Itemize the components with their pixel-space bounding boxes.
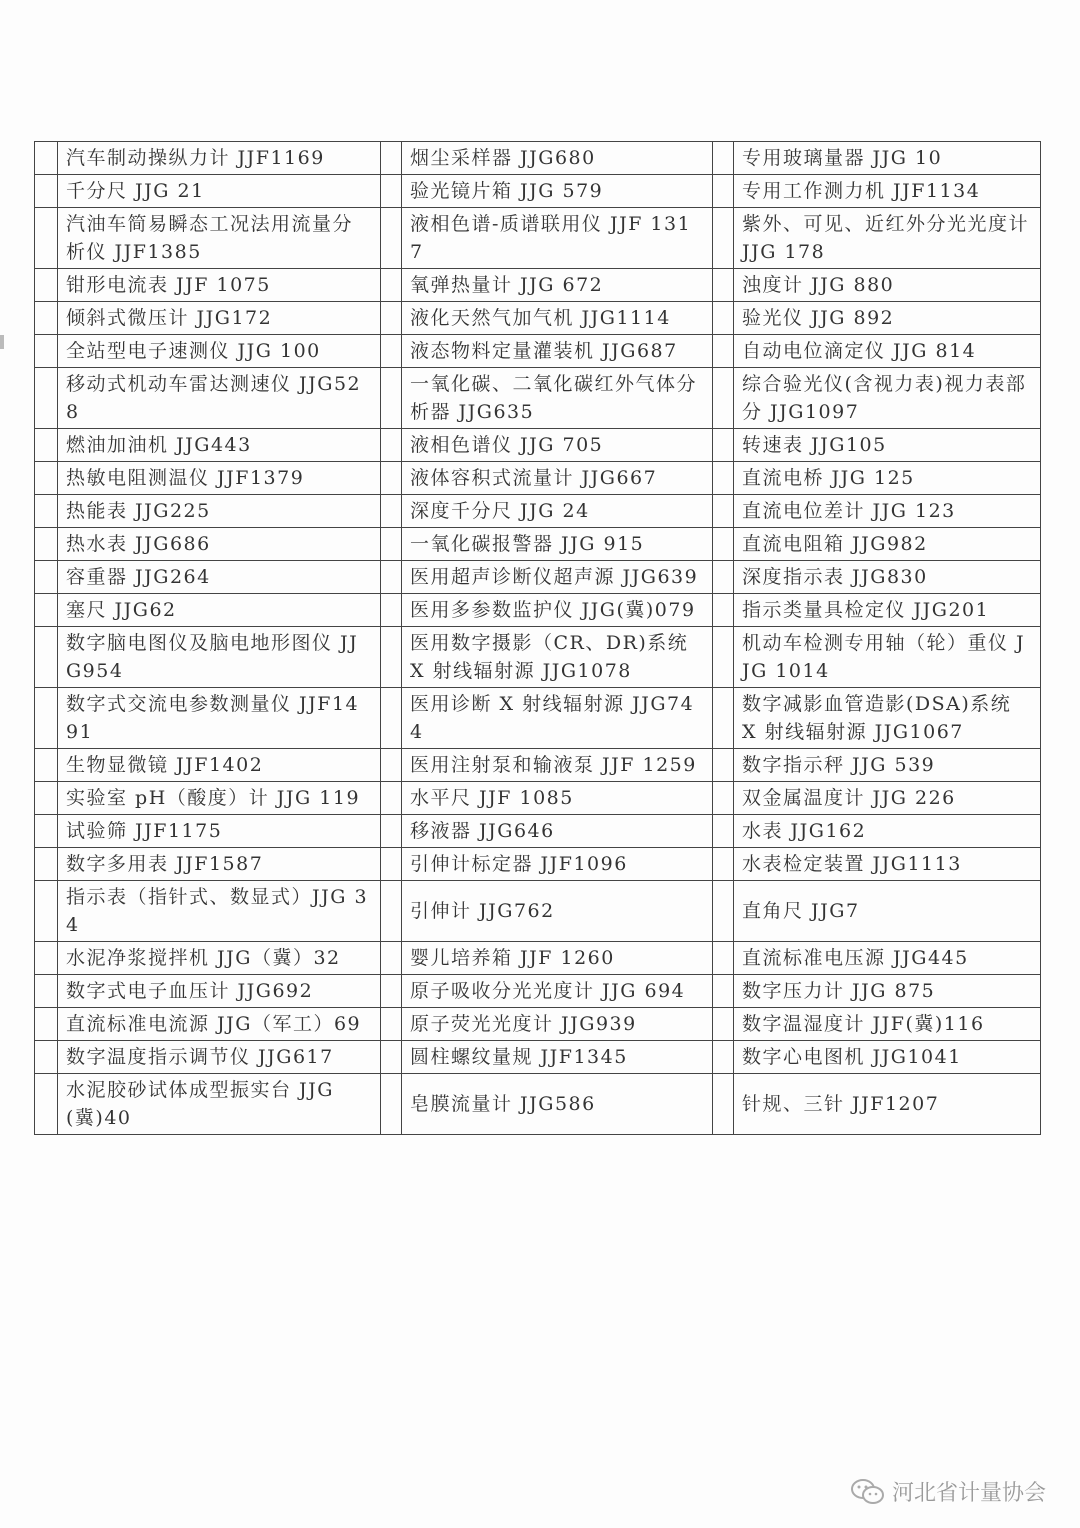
blank-cell [381, 1008, 402, 1041]
blank-cell [713, 528, 734, 561]
blank-cell [35, 429, 58, 462]
instrument-cell: 引伸计标定器 JJF1096 [402, 848, 713, 881]
instrument-cell: 一氧化碳报警器 JJG 915 [402, 528, 713, 561]
instrument-cell: 医用数字摄影（CR、DR)系统 X 射线辐射源 JJG1078 [402, 627, 713, 688]
blank-cell [713, 175, 734, 208]
instrument-cell: 浊度计 JJG 880 [734, 269, 1041, 302]
instrument-cell: 直流电阻箱 JJG982 [734, 528, 1041, 561]
table-row [35, 208, 1041, 269]
table-row [35, 881, 1041, 942]
instrument-cell: 医用超声诊断仪超声源 JJG639 [402, 561, 713, 594]
instrument-cell: 圆柱螺纹量规 JJF1345 [402, 1041, 713, 1074]
blank-cell [381, 269, 402, 302]
blank-cell [35, 462, 58, 495]
instrument-cell: 机动车检测专用轴（轮）重仪 JJG 1014 [734, 627, 1041, 688]
blank-cell [381, 1074, 402, 1135]
blank-cell [35, 1008, 58, 1041]
blank-cell [35, 688, 58, 749]
blank-cell [713, 495, 734, 528]
instrument-cell: 指示表（指针式、数显式）JJG 34 [58, 881, 381, 942]
table-row [35, 627, 1041, 688]
blank-cell [35, 942, 58, 975]
table-row [35, 749, 1041, 782]
blank-cell [35, 561, 58, 594]
blank-cell [381, 208, 402, 269]
blank-cell [713, 749, 734, 782]
instrument-cell: 热水表 JJG686 [58, 528, 381, 561]
blank-cell [381, 594, 402, 627]
instrument-cell: 针规、三针 JJF1207 [734, 1074, 1041, 1135]
blank-cell [713, 594, 734, 627]
instrument-cell: 一氧化碳、二氧化碳红外气体分析器 JJG635 [402, 368, 713, 429]
table-row [35, 975, 1041, 1008]
instrument-cell: 生物显微镜 JJF1402 [58, 749, 381, 782]
blank-cell [713, 335, 734, 368]
instrument-cell: 直流标准电压源 JJG445 [734, 942, 1041, 975]
blank-cell [713, 208, 734, 269]
instrument-cell: 汽油车简易瞬态工况法用流量分析仪 JJF1385 [58, 208, 381, 269]
table-row [35, 594, 1041, 627]
instrument-cell: 综合验光仪(含视力表)视力表部分 JJG1097 [734, 368, 1041, 429]
blank-cell [35, 142, 58, 175]
blank-cell [35, 302, 58, 335]
instrument-cell: 烟尘采样器 JJG680 [402, 142, 713, 175]
instrument-cell: 热能表 JJG225 [58, 495, 381, 528]
instrument-cell: 深度指示表 JJG830 [734, 561, 1041, 594]
blank-cell [713, 302, 734, 335]
blank-cell [381, 495, 402, 528]
instrument-cell: 数字心电图机 JJG1041 [734, 1041, 1041, 1074]
instrument-cell: 全站型电子速测仪 JJG 100 [58, 335, 381, 368]
blank-cell [35, 627, 58, 688]
blank-cell [35, 335, 58, 368]
table-row [35, 368, 1041, 429]
blank-cell [35, 975, 58, 1008]
blank-cell [713, 815, 734, 848]
blank-cell [35, 749, 58, 782]
instrument-cell: 数字式电子血压计 JJG692 [58, 975, 381, 1008]
blank-cell [381, 881, 402, 942]
blank-cell [713, 561, 734, 594]
instrument-cell: 移动式机动车雷达测速仪 JJG528 [58, 368, 381, 429]
instrument-cell: 液相色谱仪 JJG 705 [402, 429, 713, 462]
instrument-cell: 医用注射泵和输液泵 JJF 1259 [402, 749, 713, 782]
instrument-cell: 移液器 JJG646 [402, 815, 713, 848]
instrument-cell: 容重器 JJG264 [58, 561, 381, 594]
blank-cell [381, 462, 402, 495]
instrument-cell: 塞尺 JJG62 [58, 594, 381, 627]
instrument-cell: 皂膜流量计 JJG586 [402, 1074, 713, 1135]
blank-cell [35, 528, 58, 561]
blank-cell [381, 627, 402, 688]
instrument-cell: 液态物料定量灌装机 JJG687 [402, 335, 713, 368]
instrument-cell: 直流电桥 JJG 125 [734, 462, 1041, 495]
blank-cell [35, 815, 58, 848]
blank-cell [713, 627, 734, 688]
blank-cell [381, 942, 402, 975]
blank-cell [35, 782, 58, 815]
instrument-cell: 倾斜式微压计 JJG172 [58, 302, 381, 335]
blank-cell [713, 848, 734, 881]
blank-cell [381, 749, 402, 782]
blank-cell [713, 1074, 734, 1135]
table-row [35, 942, 1041, 975]
blank-cell [35, 881, 58, 942]
table-row [35, 1008, 1041, 1041]
instrument-cell: 直流标准电流源 JJG（军工）69 [58, 1008, 381, 1041]
blank-cell [381, 561, 402, 594]
watermark-text: 河北省计量协会 [891, 1481, 1046, 1506]
blank-cell [713, 368, 734, 429]
table-row [35, 815, 1041, 848]
blank-cell [713, 942, 734, 975]
blank-cell [381, 848, 402, 881]
instrument-cell: 数字减影血管造影(DSA)系统 X 射线辐射源 JJG1067 [734, 688, 1041, 749]
blank-cell [713, 782, 734, 815]
blank-cell [713, 975, 734, 1008]
instrument-cell: 液相色谱-质谱联用仪 JJF 1317 [402, 208, 713, 269]
instrument-cell: 医用诊断 X 射线辐射源 JJG744 [402, 688, 713, 749]
instrument-cell: 自动电位滴定仪 JJG 814 [734, 335, 1041, 368]
instrument-table [34, 141, 1041, 1135]
instrument-cell: 试验筛 JJF1175 [58, 815, 381, 848]
table-row [35, 1041, 1041, 1074]
instrument-cell: 验光仪 JJG 892 [734, 302, 1041, 335]
blank-cell [713, 881, 734, 942]
instrument-cell: 钳形电流表 JJF 1075 [58, 269, 381, 302]
blank-cell [35, 208, 58, 269]
table-row [35, 142, 1041, 175]
instrument-cell: 燃油加油机 JJG443 [58, 429, 381, 462]
wechat-icon [850, 1478, 886, 1506]
blank-cell [713, 429, 734, 462]
blank-cell [713, 269, 734, 302]
instrument-cell: 双金属温度计 JJG 226 [734, 782, 1041, 815]
blank-cell [35, 175, 58, 208]
instrument-cell: 医用多参数监护仪 JJG(冀)079 [402, 594, 713, 627]
table-row [35, 302, 1041, 335]
blank-cell [381, 815, 402, 848]
instrument-cell: 深度千分尺 JJG 24 [402, 495, 713, 528]
blank-cell [381, 782, 402, 815]
instrument-cell: 数字指示秤 JJG 539 [734, 749, 1041, 782]
table-row [35, 561, 1041, 594]
instrument-cell: 数字脑电图仪及脑电地形图仪 JJG954 [58, 627, 381, 688]
instrument-cell: 指示类量具检定仪 JJG201 [734, 594, 1041, 627]
blank-cell [35, 368, 58, 429]
instrument-cell: 千分尺 JJG 21 [58, 175, 381, 208]
instrument-cell: 水表检定装置 JJG1113 [734, 848, 1041, 881]
instrument-cell: 专用工作测力机 JJF1134 [734, 175, 1041, 208]
instrument-cell: 水泥净浆搅拌机 JJG（冀）32 [58, 942, 381, 975]
blank-cell [35, 495, 58, 528]
instrument-cell: 原子荧光光度计 JJG939 [402, 1008, 713, 1041]
instrument-cell: 转速表 JJG105 [734, 429, 1041, 462]
instrument-cell: 直角尺 JJG7 [734, 881, 1041, 942]
blank-cell [713, 462, 734, 495]
instrument-cell: 直流电位差计 JJG 123 [734, 495, 1041, 528]
table-row [35, 335, 1041, 368]
blank-cell [35, 1074, 58, 1135]
instrument-cell: 实验室 pH（酸度）计 JJG 119 [58, 782, 381, 815]
table-row [35, 782, 1041, 815]
table-row [35, 462, 1041, 495]
blank-cell [713, 1041, 734, 1074]
blank-cell [381, 335, 402, 368]
table-row [35, 1074, 1041, 1135]
instrument-cell: 数字压力计 JJG 875 [734, 975, 1041, 1008]
blank-cell [381, 688, 402, 749]
instrument-cell: 数字温度指示调节仪 JJG617 [58, 1041, 381, 1074]
blank-cell [381, 368, 402, 429]
table-row [35, 848, 1041, 881]
table-row [35, 688, 1041, 749]
instrument-cell: 数字多用表 JJF1587 [58, 848, 381, 881]
instrument-cell: 原子吸收分光光度计 JJG 694 [402, 975, 713, 1008]
instrument-cell: 水表 JJG162 [734, 815, 1041, 848]
table-row [35, 495, 1041, 528]
table-row [35, 175, 1041, 208]
instrument-cell: 水平尺 JJF 1085 [402, 782, 713, 815]
blank-cell [381, 429, 402, 462]
instrument-cell: 婴儿培养箱 JJF 1260 [402, 942, 713, 975]
instrument-cell: 引伸计 JJG762 [402, 881, 713, 942]
instrument-cell: 专用玻璃量器 JJG 10 [734, 142, 1041, 175]
instrument-cell: 液化天然气加气机 JJG1114 [402, 302, 713, 335]
blank-cell [381, 528, 402, 561]
table-row [35, 528, 1041, 561]
scan-edge-mark [0, 335, 4, 349]
table-row [35, 429, 1041, 462]
instrument-cell: 数字式交流电参数测量仪 JJF1491 [58, 688, 381, 749]
blank-cell [35, 269, 58, 302]
instrument-cell: 紫外、可见、近红外分光光度计 JJG 178 [734, 208, 1041, 269]
instrument-cell: 验光镜片箱 JJG 579 [402, 175, 713, 208]
blank-cell [381, 175, 402, 208]
blank-cell [35, 848, 58, 881]
instrument-cell: 热敏电阻测温仪 JJF1379 [58, 462, 381, 495]
instrument-cell: 液体容积式流量计 JJG667 [402, 462, 713, 495]
blank-cell [713, 688, 734, 749]
table-row [35, 269, 1041, 302]
instrument-cell: 氧弹热量计 JJG 672 [402, 269, 713, 302]
instrument-cell: 汽车制动操纵力计 JJF1169 [58, 142, 381, 175]
blank-cell [381, 142, 402, 175]
blank-cell [381, 302, 402, 335]
blank-cell [713, 142, 734, 175]
instrument-cell: 水泥胶砂试体成型振实台 JJG(冀)40 [58, 1074, 381, 1135]
instrument-cell: 数字温湿度计 JJF(冀)116 [734, 1008, 1041, 1041]
blank-cell [381, 1041, 402, 1074]
blank-cell [713, 1008, 734, 1041]
blank-cell [35, 594, 58, 627]
watermark [850, 1476, 1046, 1507]
blank-cell [381, 975, 402, 1008]
blank-cell [35, 1041, 58, 1074]
